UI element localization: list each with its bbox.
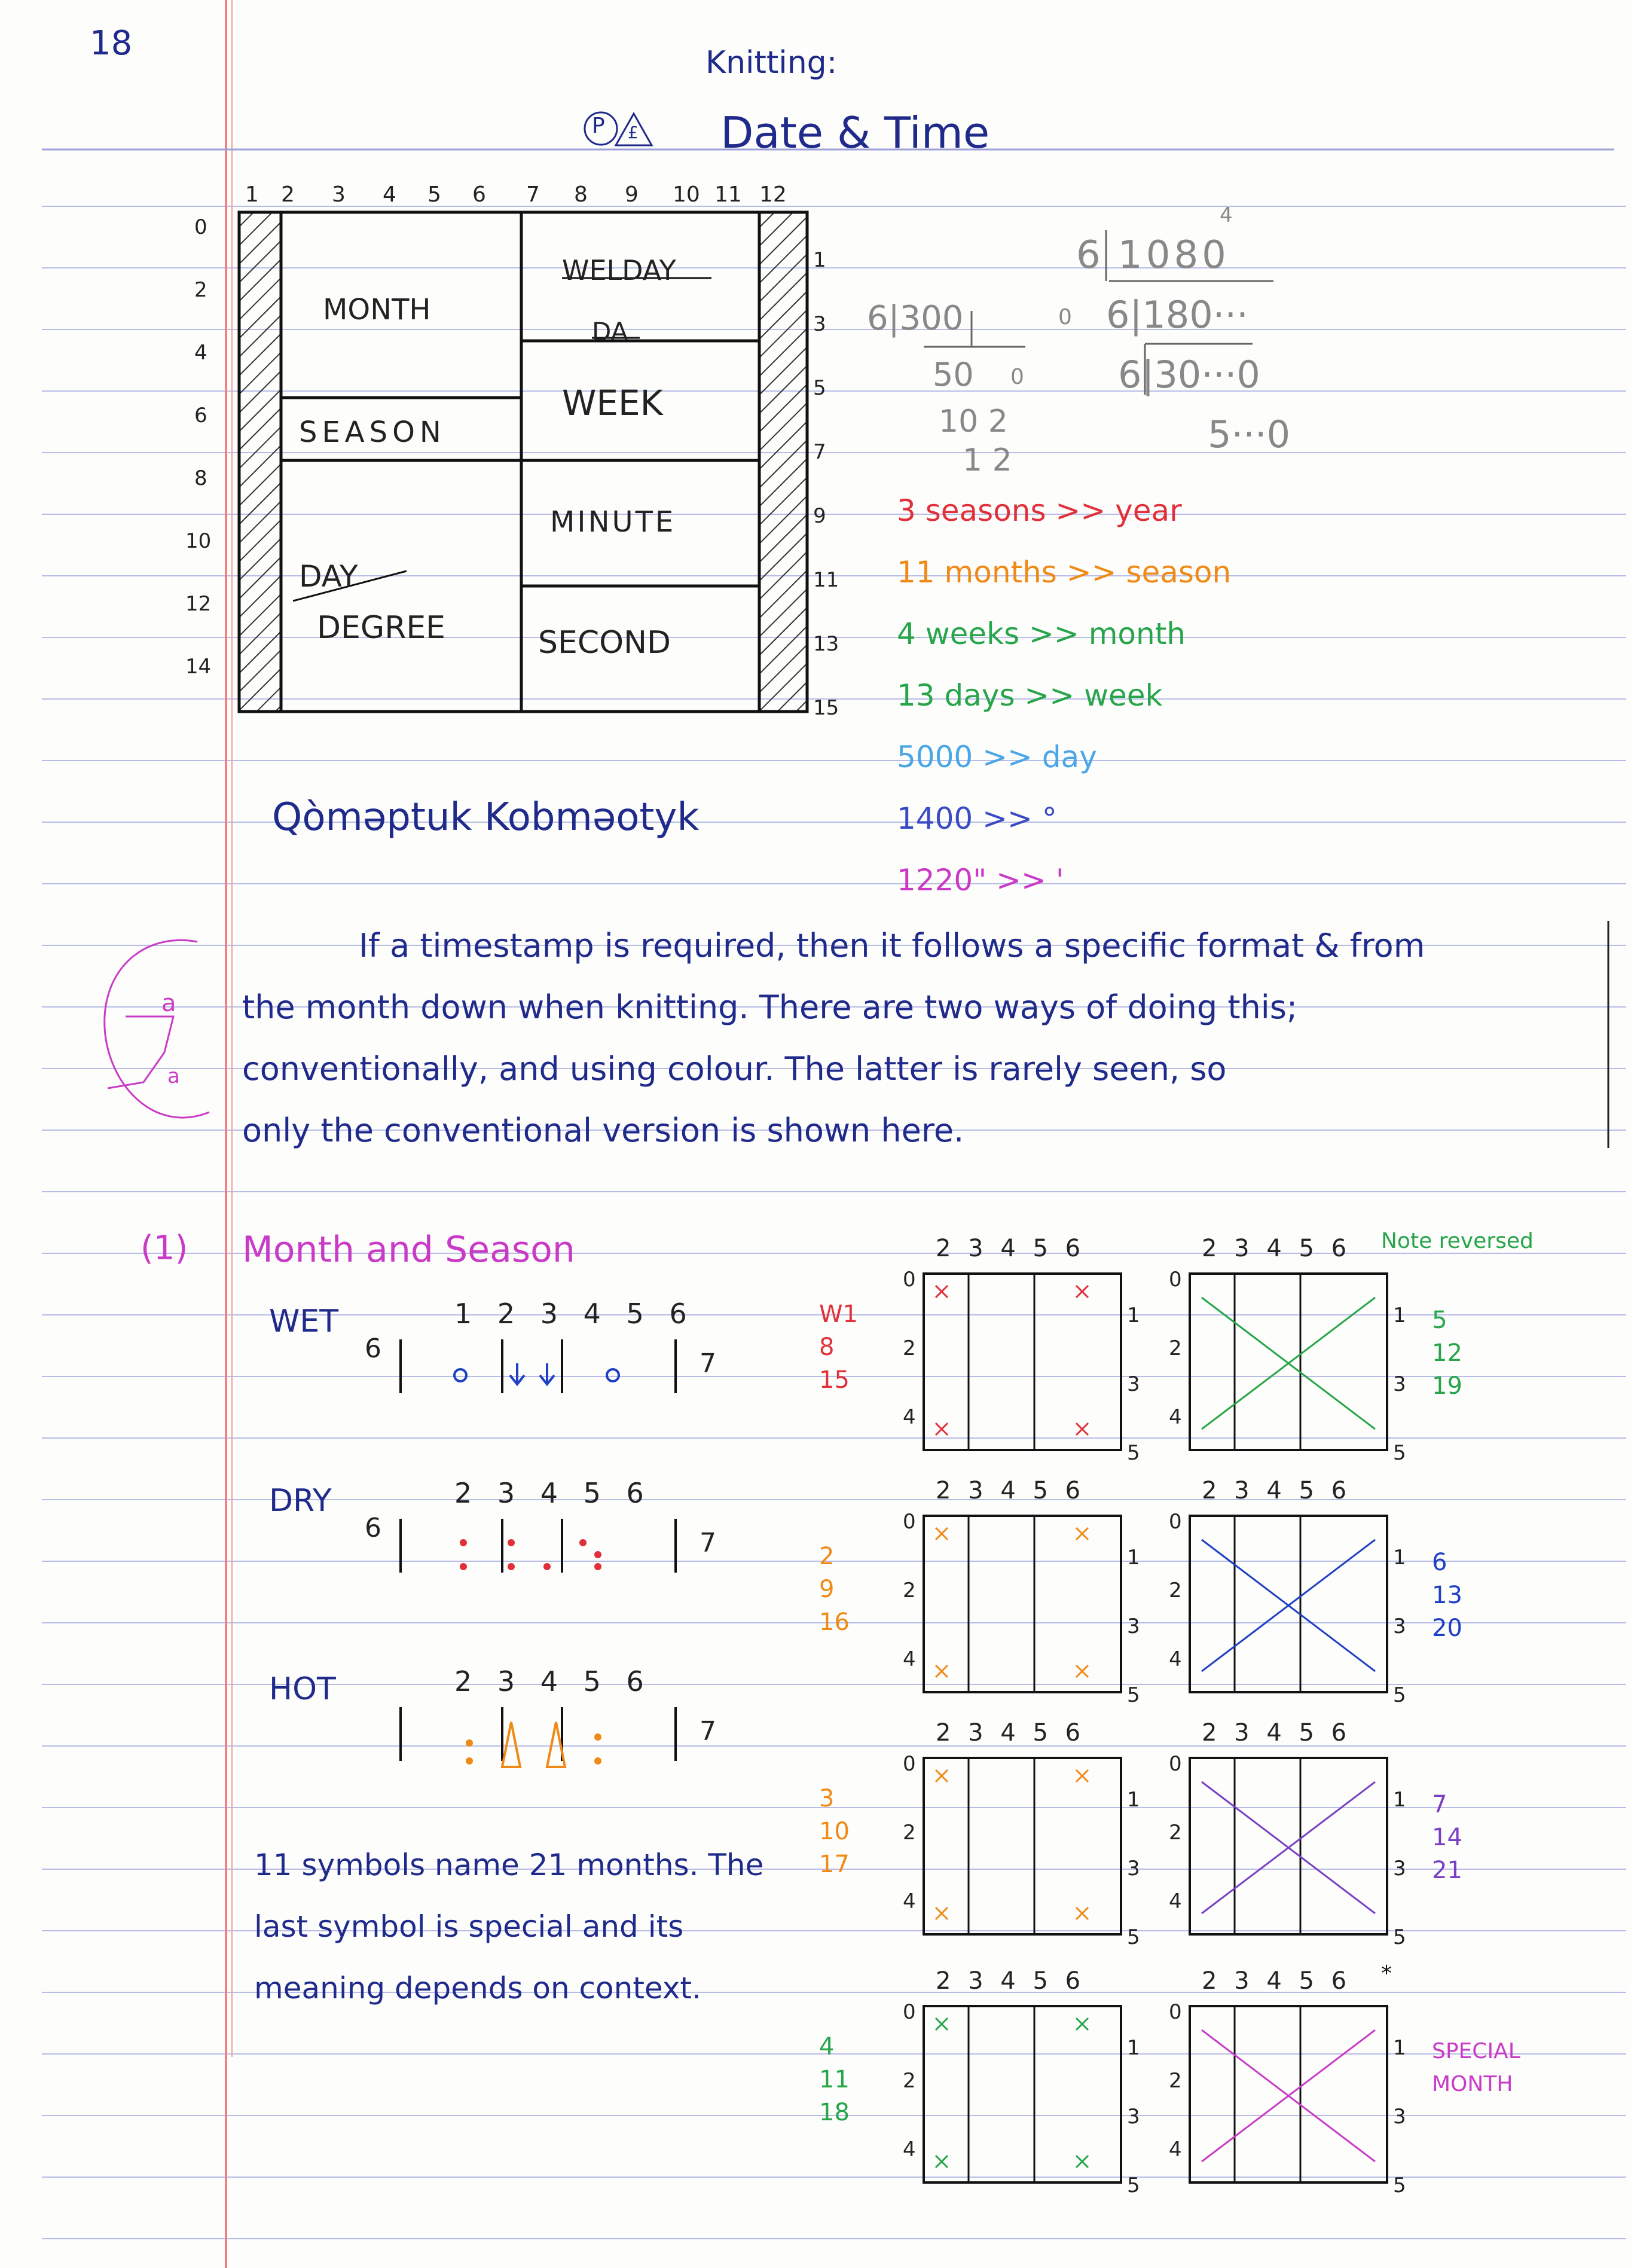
month-grid-axis: 0 [1169,1510,1182,1534]
left-hatched-border [239,212,281,712]
season-ticks: 1 2 3 4 5 6 [454,1298,695,1330]
margin-note-a: a [161,990,176,1017]
cell-second: SECOND [538,625,671,661]
wet-symbol-arrow [510,1363,524,1384]
month-number-right: 7 [1432,1791,1447,1818]
grid-left-tick: 0 [194,215,207,239]
month-number-right: MONTH [1432,2072,1513,2096]
dry-symbol-dot [543,1563,551,1570]
calc-side-zero1: 0 [1058,305,1072,329]
month-grid-axis: 2 [903,1336,916,1360]
month-grid-axis: 4 [903,1890,916,1913]
grid-top-tick: 3 [332,182,346,207]
month-grid-box [1190,2006,1387,2182]
month-grid-axis: 5 [1393,1441,1406,1465]
month-grid-axis: 1 [1127,1304,1140,1327]
grid-right-tick: 1 [813,248,826,272]
month-grid-axis: 2 [1169,1579,1182,1602]
page-number: 18 [90,24,133,63]
month-grid-crosses [936,1528,1088,1677]
grid-left-tick: 10 [185,529,212,553]
grid-top-tick: 2 [281,182,295,207]
script-word: Qòməptuk Kobməotyk [272,795,700,840]
season-right-num: 7 [700,1716,716,1747]
month-grid-box [1190,1274,1387,1450]
month-grid-axis: 2 [1169,1821,1182,1845]
calc-side1: 6|300 [867,299,964,338]
section-title: Month and Season [242,1229,575,1271]
conversion-line: 3 seasons >> year [897,493,1182,528]
grid-left-tick: 2 [194,278,207,302]
calc-div2: 6|180··· [1106,293,1248,337]
month-grid-axis: 3 [1393,1614,1406,1638]
month-number-right: 13 [1432,1582,1462,1609]
month-grid-axis: 1 [1393,1304,1406,1327]
month-grid-axis: 2 [1169,2069,1182,2093]
grid-right-tick: 3 [813,312,826,336]
month-grid-axis: 0 [903,1752,916,1776]
month-grid-axis: 0 [1169,1268,1182,1292]
season-lines [401,1339,676,1767]
calc-side3: 10 2 [939,404,1008,439]
month-grid-axis: 4 [903,1647,916,1671]
month-grid-crosses [936,1770,1088,1919]
month-grid-axis: 1 [1393,1788,1406,1812]
grid-left-tick: 8 [194,466,207,490]
dry-symbol-dot [460,1563,467,1570]
month-grid-axis: 2 [903,1579,916,1602]
grid-right-tick: 5 [813,376,826,400]
month-number-right: 6 [1432,1549,1447,1576]
grid-top-tick: 9 [625,182,639,207]
month-grid-axis: 2 [903,2069,916,2093]
conversion-line: 11 months >> season [897,555,1232,590]
month-grid-axis: 0 [1169,2000,1182,2024]
grid-top-tick: 12 [759,182,787,207]
season-right-num: 7 [700,1528,716,1558]
month-grid-axis: 4 [1169,1890,1182,1913]
month-number-right: 21 [1432,1857,1462,1884]
month-grid-axis: 4 [903,1405,916,1429]
conversion-line: 1220" >> ' [897,863,1064,898]
grid-left-tick: 12 [185,592,212,616]
wet-symbol-circle [454,1369,466,1381]
month-grid-axis: 4 [903,2138,916,2162]
hot-symbol-dot [594,1733,601,1741]
note-line: 11 symbols name 21 months. The [254,1848,764,1882]
month-grid-axis: 5 [1127,1441,1140,1465]
hot-symbol-dot [594,1757,601,1765]
month-number-left: 17 [819,1851,850,1878]
month-grid-axis: 3 [1393,2105,1406,2129]
grid-right-tick: 13 [813,632,839,656]
calc-quotient-digit: 4 [1220,203,1233,227]
month-grid-ticks: 2 3 4 5 6 [1202,1235,1352,1262]
month-grid-axis: 0 [903,2000,916,2024]
month-number-left: 18 [819,2099,850,2126]
calc-side2: 50 [933,356,974,393]
conversion-line: 4 weeks >> month [897,616,1186,651]
month-number-left: 15 [819,1366,850,1394]
month-number-left: 11 [819,2066,850,2093]
note-line: meaning depends on context. [254,1971,701,2006]
grid-top-tick: 8 [574,182,588,207]
month-number-left: 3 [819,1785,835,1812]
month-grid-box [924,1274,1121,1450]
section-number: (1) [141,1229,188,1268]
cell-day: DAY [299,559,358,594]
month-grid-axis: 5 [1127,1683,1140,1707]
month-grid-axis: 1 [1393,1546,1406,1570]
month-number-right: 14 [1432,1824,1462,1851]
dry-symbol-dot [508,1563,515,1570]
conversion-line: 13 days >> week [897,678,1163,713]
month-grid-axis: 2 [903,1821,916,1845]
grid-left-tick: 4 [194,341,207,365]
month-grid-axis: 1 [1127,1788,1140,1812]
conversion-line: 1400 >> ° [897,801,1057,836]
month-grid-box [924,1516,1121,1692]
grid-top-tick: 11 [714,182,742,207]
grid-right-tick: 9 [813,504,826,528]
month-number-right: SPECIAL [1432,2039,1520,2064]
season-left-num: 6 [365,1513,381,1543]
grid-right-tick: 15 [813,696,839,720]
dry-symbol-dot [579,1539,587,1546]
month-number-left: 9 [819,1576,835,1603]
calc-div4: 5···0 [1208,413,1291,456]
month-grid-axis: 4 [1169,1647,1182,1671]
grid-top-tick: 1 [245,182,259,207]
month-grid-axis: 5 [1127,2174,1140,2197]
season-left-num: 6 [365,1333,381,1364]
month-grid-axis: 5 [1393,1683,1406,1707]
grid-top-tick: 5 [427,182,441,207]
month-number-right: 12 [1432,1339,1462,1367]
grid-top-tick: 4 [383,182,396,207]
month-number-left: 10 [819,1818,850,1845]
cell-minute: MINUTE [550,505,676,539]
grid-top-tick: 10 [673,182,700,207]
month-number-left: 2 [819,1543,835,1570]
month-grid-extra-note: * [1381,1961,1392,1986]
month-grid-strands [1202,2030,1375,2162]
month-grid-ticks: 2 3 4 5 6 [936,1719,1086,1747]
calc-side-zero2: 0 [1010,365,1024,389]
month-grid-box [1190,1516,1387,1692]
dry-symbol-dot [594,1551,601,1558]
month-grid-axis: 3 [1393,1372,1406,1396]
month-grid-axis: 5 [1127,1925,1140,1949]
cell-degree: DEGREE [317,610,446,646]
month-number-left: 4 [819,2033,835,2061]
month-grid-crosses [936,1286,1088,1435]
month-grid-ticks: 2 3 4 5 6 [1202,1967,1352,1995]
note-line: last symbol is special and its [254,1909,684,1944]
calc-side4: 1 2 [963,442,1012,478]
season-name: HOT [269,1671,336,1707]
month-number-right: 5 [1432,1307,1447,1334]
season-right-num: 7 [700,1348,716,1379]
paragraph-line: conventionally, and using colour. The latter is rarely seen, so [242,1050,1227,1088]
paragraph-line: only the conventional version is shown here. [242,1112,964,1149]
cell-season: SEASON [299,416,446,449]
grid-right-tick: 11 [813,568,839,592]
dry-symbol-dot [594,1563,601,1570]
hot-symbol-dot [466,1757,473,1765]
month-grid-axis: 0 [903,1268,916,1292]
month-grid-ticks: 2 3 4 5 6 [1202,1477,1352,1504]
grid-top-tick: 7 [526,182,540,207]
month-grid-axis: 3 [1393,1857,1406,1881]
wet-symbol-arrow [540,1363,554,1384]
month-grid-strands [1202,1540,1375,1671]
month-number-right: 20 [1432,1614,1462,1642]
paragraph-line: the month down when knitting. There are two ways of doing this; [242,988,1298,1026]
month-grid-crosses [936,2018,1088,2168]
hot-symbol-dot [466,1739,473,1747]
month-grid-box [924,1758,1121,1934]
e-badge: £ [628,123,639,142]
margin-note-b: a [167,1064,180,1088]
month-grid-axis: 1 [1127,1546,1140,1570]
conversion-line: 5000 >> day [897,740,1097,774]
season-ticks: 2 3 4 5 6 [454,1665,652,1698]
month-grid-axis: 3 [1127,1614,1140,1638]
dry-symbol-dot [460,1539,467,1546]
month-grid-axis: 0 [1169,1752,1182,1776]
month-grid-ticks: 2 3 4 5 6 [936,1967,1086,1995]
cell-week: WEEK [562,383,663,423]
grid-left-tick: 14 [185,655,212,679]
month-grid-axis: 5 [1393,2174,1406,2197]
month-grid-axis: 3 [1127,2105,1140,2129]
season-name: DRY [269,1483,332,1519]
month-number-left: W1 [819,1301,858,1328]
month-grid-box [924,2006,1121,2182]
cell-month: MONTH [323,293,431,326]
month-number-left: 16 [819,1608,850,1636]
month-number-left: 8 [819,1333,835,1361]
calc-divisor: 6 [1076,233,1101,277]
month-grid-extra-note: Note reversed [1381,1229,1534,1253]
hot-symbol-flame [502,1722,520,1767]
right-hatched-border [759,212,807,712]
month-grid-axis: 3 [1127,1857,1140,1881]
month-number-right: 19 [1432,1372,1462,1400]
month-grid-ticks: 2 3 4 5 6 [1202,1719,1352,1747]
month-grid-axis: 5 [1393,1925,1406,1949]
grid-left-tick: 6 [194,404,207,428]
month-grid-axis: 0 [903,1510,916,1534]
month-grid-axis: 1 [1127,2036,1140,2060]
season-name: WET [269,1304,339,1339]
cell-da: DA [592,317,628,346]
month-grid-axis: 1 [1393,2036,1406,2060]
cell-welday: WELDAY [562,254,676,286]
margin-note-sketch [105,940,209,1118]
season-ticks: 2 3 4 5 6 [454,1477,652,1509]
month-grid-strands [1202,1782,1375,1913]
paragraph-line: If a timestamp is required, then it follows a specific format & from [359,927,1425,964]
month-grid-axis: 3 [1127,1372,1140,1396]
wet-symbol-circle [607,1369,619,1381]
dry-symbol-dot [508,1539,515,1546]
month-grid-ticks: 2 3 4 5 6 [936,1477,1086,1504]
month-grid-axis: 2 [1169,1336,1182,1360]
page-title: Date & Time [720,108,990,158]
subject-label: Knitting: [705,45,838,81]
month-grid-strands [1202,1298,1375,1429]
calc-dividend: 1080 [1118,233,1230,277]
grid-right-tick: 7 [813,440,826,464]
month-grid-ticks: 2 3 4 5 6 [936,1235,1086,1262]
grid-top-tick: 6 [472,182,486,207]
month-grid-axis: 4 [1169,2138,1182,2162]
calc-div3: 6|30···0 [1118,353,1260,396]
month-grid-axis: 4 [1169,1405,1182,1429]
month-grid-box [1190,1758,1387,1934]
p-badge: P [592,114,605,138]
